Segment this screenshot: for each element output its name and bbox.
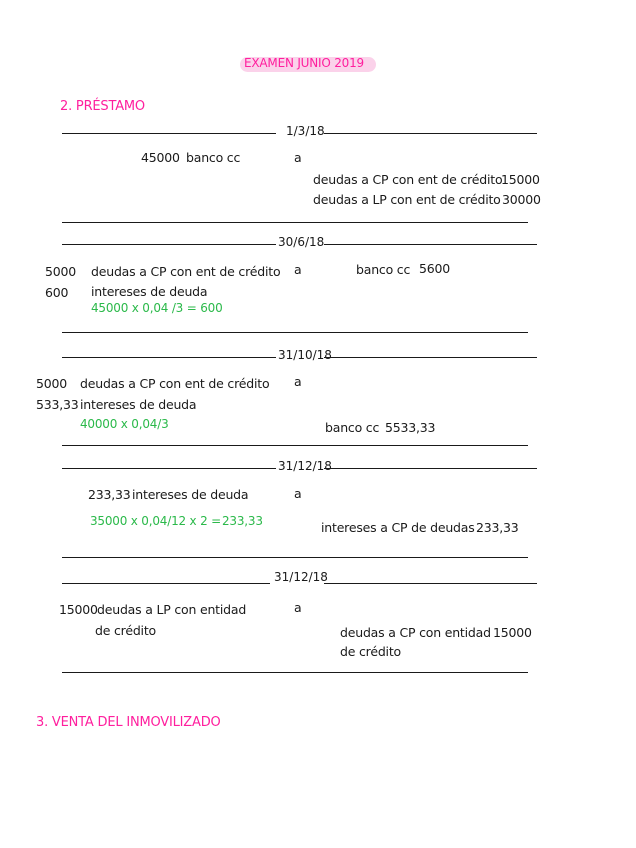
entry-3-top-rule-left [62,357,276,358]
entry-4-a: a [294,486,302,501]
entry-2-date: 30/6/18 [278,235,325,249]
entry-3-debit-1-amount: 5000 [36,376,68,391]
entry-1-top-rule-left [62,133,276,134]
entry-2-debit-2-amount: 600 [45,285,69,300]
entry-2-top-rule-right [324,244,537,245]
entry-3-date: 31/10/18 [278,348,332,362]
entry-4-date: 31/12/18 [278,459,332,473]
entry-5-debit-amount: 15000 [59,602,98,617]
entry-1-bottom-rule [62,222,528,223]
entry-3-a: a [294,374,302,389]
entry-1-date: 1/3/18 [286,124,325,138]
section-2-heading: 2. PRÉSTAMO [60,99,145,114]
entry-5-date: 31/12/18 [274,570,328,584]
entry-3-debit-2-amount: 533,33 [36,397,79,412]
entry-5-debit-account-line-1: deudas a LP con entidad [97,602,247,617]
section-3-heading: 3. VENTA DEL INMOVILIZADO [36,715,221,730]
entry-2-debit-2-account: intereses de deuda [91,284,208,299]
entry-1-credit-1: deudas a CP con ent de crédito [313,172,503,187]
entry-2-bottom-rule [62,332,528,333]
entry-2-top-rule-left [62,244,276,245]
entry-4-top-rule-left [62,468,276,469]
entry-5-a: a [294,600,302,615]
entry-1-debit-amount: 45000 [141,150,180,165]
entry-3-credit-account: banco cc [325,420,380,435]
entry-5-bottom-rule [62,672,528,673]
entry-4-calculation-result: 233,33 [222,514,263,528]
entry-3-bottom-rule [62,445,528,446]
entry-5-debit-account-line-2: de crédito [95,623,156,638]
entry-2-calculation-note: 45000 x 0,04 /3 = 600 [91,301,223,315]
entry-5-credit-account-line-2: de crédito [340,644,401,659]
entry-5-top-rule-right [324,583,537,584]
entry-4-debit-account: intereses de deuda [132,487,249,502]
entry-4-debit-amount: 233,33 [88,487,131,502]
entry-2-debit-1-account: deudas a CP con ent de crédito [91,264,281,279]
entry-3-debit-2-account: intereses de deuda [80,397,197,412]
entry-3-credit-amount: 5533,33 [385,420,436,435]
entry-2-a: a [294,262,302,277]
entry-4-credit-account: intereses a CP de deudas [321,520,475,535]
entry-1-debit-account: banco cc [186,150,241,165]
entry-3-debit-1-account: deudas a CP con ent de crédito [80,376,270,391]
entry-3-calculation-note: 40000 x 0,04/3 [80,417,169,431]
entry-4-calculation-note: 35000 x 0,04/12 x 2 = [90,514,221,528]
entry-2-debit-1-amount: 5000 [45,264,77,279]
entry-5-credit-account-line-1: deudas a CP con entidad [340,625,491,640]
entry-2-credit-account: banco cc [356,262,411,277]
entry-1-a: a [294,150,302,165]
entry-1-credit-1-amount: 15000 [501,172,540,187]
page-title: EXAMEN JUNIO 2019 [244,56,364,70]
entry-1-credit-2-amount: 30000 [502,192,541,207]
entry-2-credit-amount: 5600 [419,261,451,276]
entry-1-top-rule-right [324,133,537,134]
entry-5-top-rule-left [62,583,270,584]
entry-4-bottom-rule [62,557,528,558]
entry-4-credit-amount: 233,33 [476,520,519,535]
entry-1-credit-2: deudas a LP con ent de crédito [313,192,501,207]
entry-4-top-rule-right [324,468,537,469]
entry-3-top-rule-right [324,357,537,358]
entry-5-credit-amount: 15000 [493,625,532,640]
